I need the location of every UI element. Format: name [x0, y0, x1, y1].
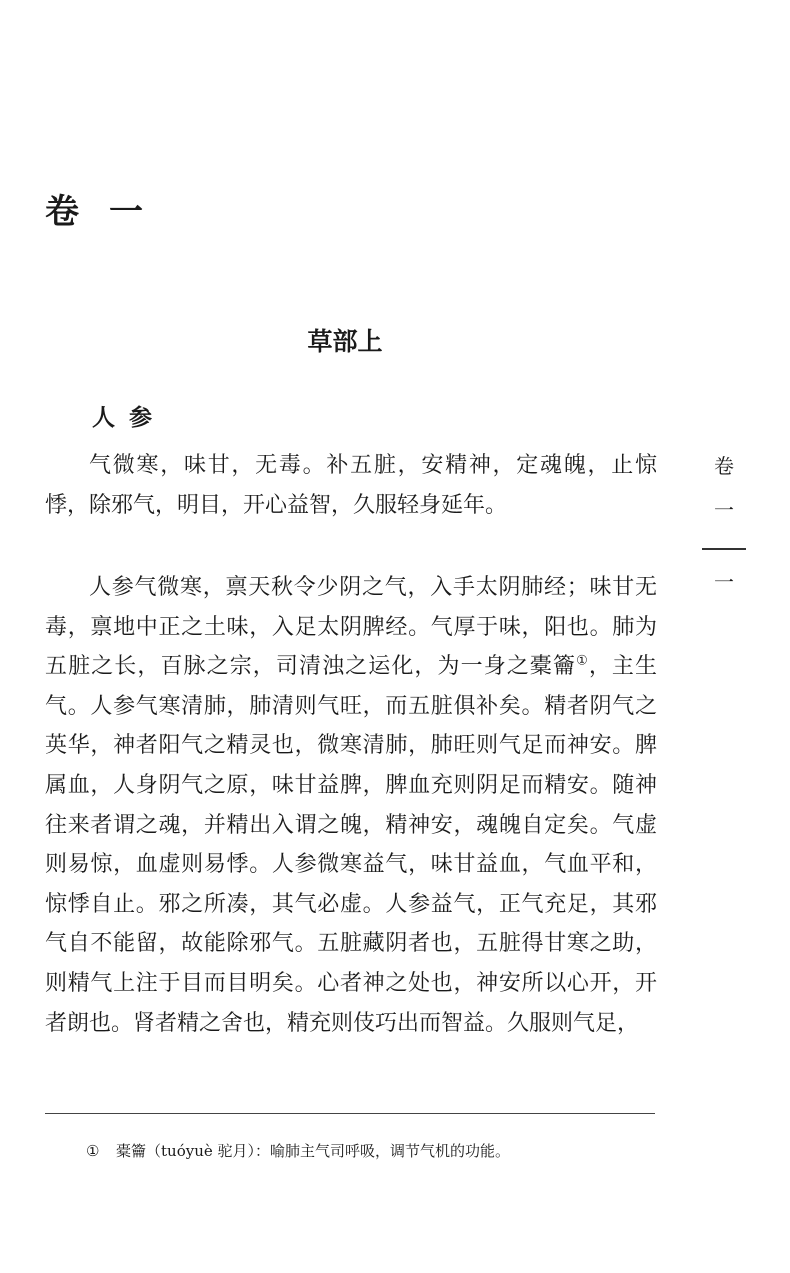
page-number: 一	[714, 570, 734, 594]
footnote-reference-mark[interactable]: ①	[576, 653, 589, 669]
running-head-label-top: 卷	[714, 454, 734, 478]
running-head	[702, 444, 746, 604]
entry-title: 人参	[92, 405, 166, 431]
volume-number: 一	[109, 192, 143, 232]
running-head-label-mid: 一	[714, 498, 734, 522]
volume-title	[45, 184, 143, 233]
paragraph-2-text-a: 人参气微寒，禀天秋令少阴之气，入手太阴肺经；味甘无毒，禀地中正之土味，入足太阴脾经。气厚于味，阳也。肺为五脏之长，百脉之宗，司清浊之运化，为一身之橐籥	[45, 575, 657, 680]
footnote-divider	[45, 1113, 655, 1114]
running-head-divider	[702, 548, 746, 550]
footnote-text: 橐籥（tuóyuè 驼月）：喻肺主气司呼吸，调节气机的功能。	[116, 1142, 511, 1160]
paragraph-1: 气微寒，味甘，无毒。补五脏，安精神，定魂魄，止惊悸，除邪气，明目，开心益智，久服轻身延年。	[45, 453, 657, 518]
section-title: 草部上	[307, 327, 383, 356]
volume-label: 卷	[45, 192, 79, 232]
paragraph-2-text-b: ，主生气。人参气寒清肺，肺清则气旺，而五脏俱补矣。精者阴气之英华，神者阳气之精灵也，微寒清肺，肺旺则气足而神安。脾属血，人身阴气之原，味甘益脾，脾血充则阴足而精安。随神往来者谓之魂，并精出入谓之魄，精神安，魂魄自定矣。气虚则易惊，血虚则易悸。人参微寒益气，味甘益血，气血平和，惊悸自止。邪之所凑，其气必虚。人参益气，正气充足，其邪气自不能留，故能除邪气。五脏藏阴者也，五脏得甘寒之助，则精气上注于目而目明矣。心者神之处也，神安所以心开，开者朗也。肾者精之舍也，精充则伎巧出而智益。久服则气足，	[45, 654, 657, 1036]
footnote	[86, 1140, 510, 1161]
paragraph-2	[45, 568, 657, 1043]
footnote-number: ①	[86, 1142, 100, 1160]
